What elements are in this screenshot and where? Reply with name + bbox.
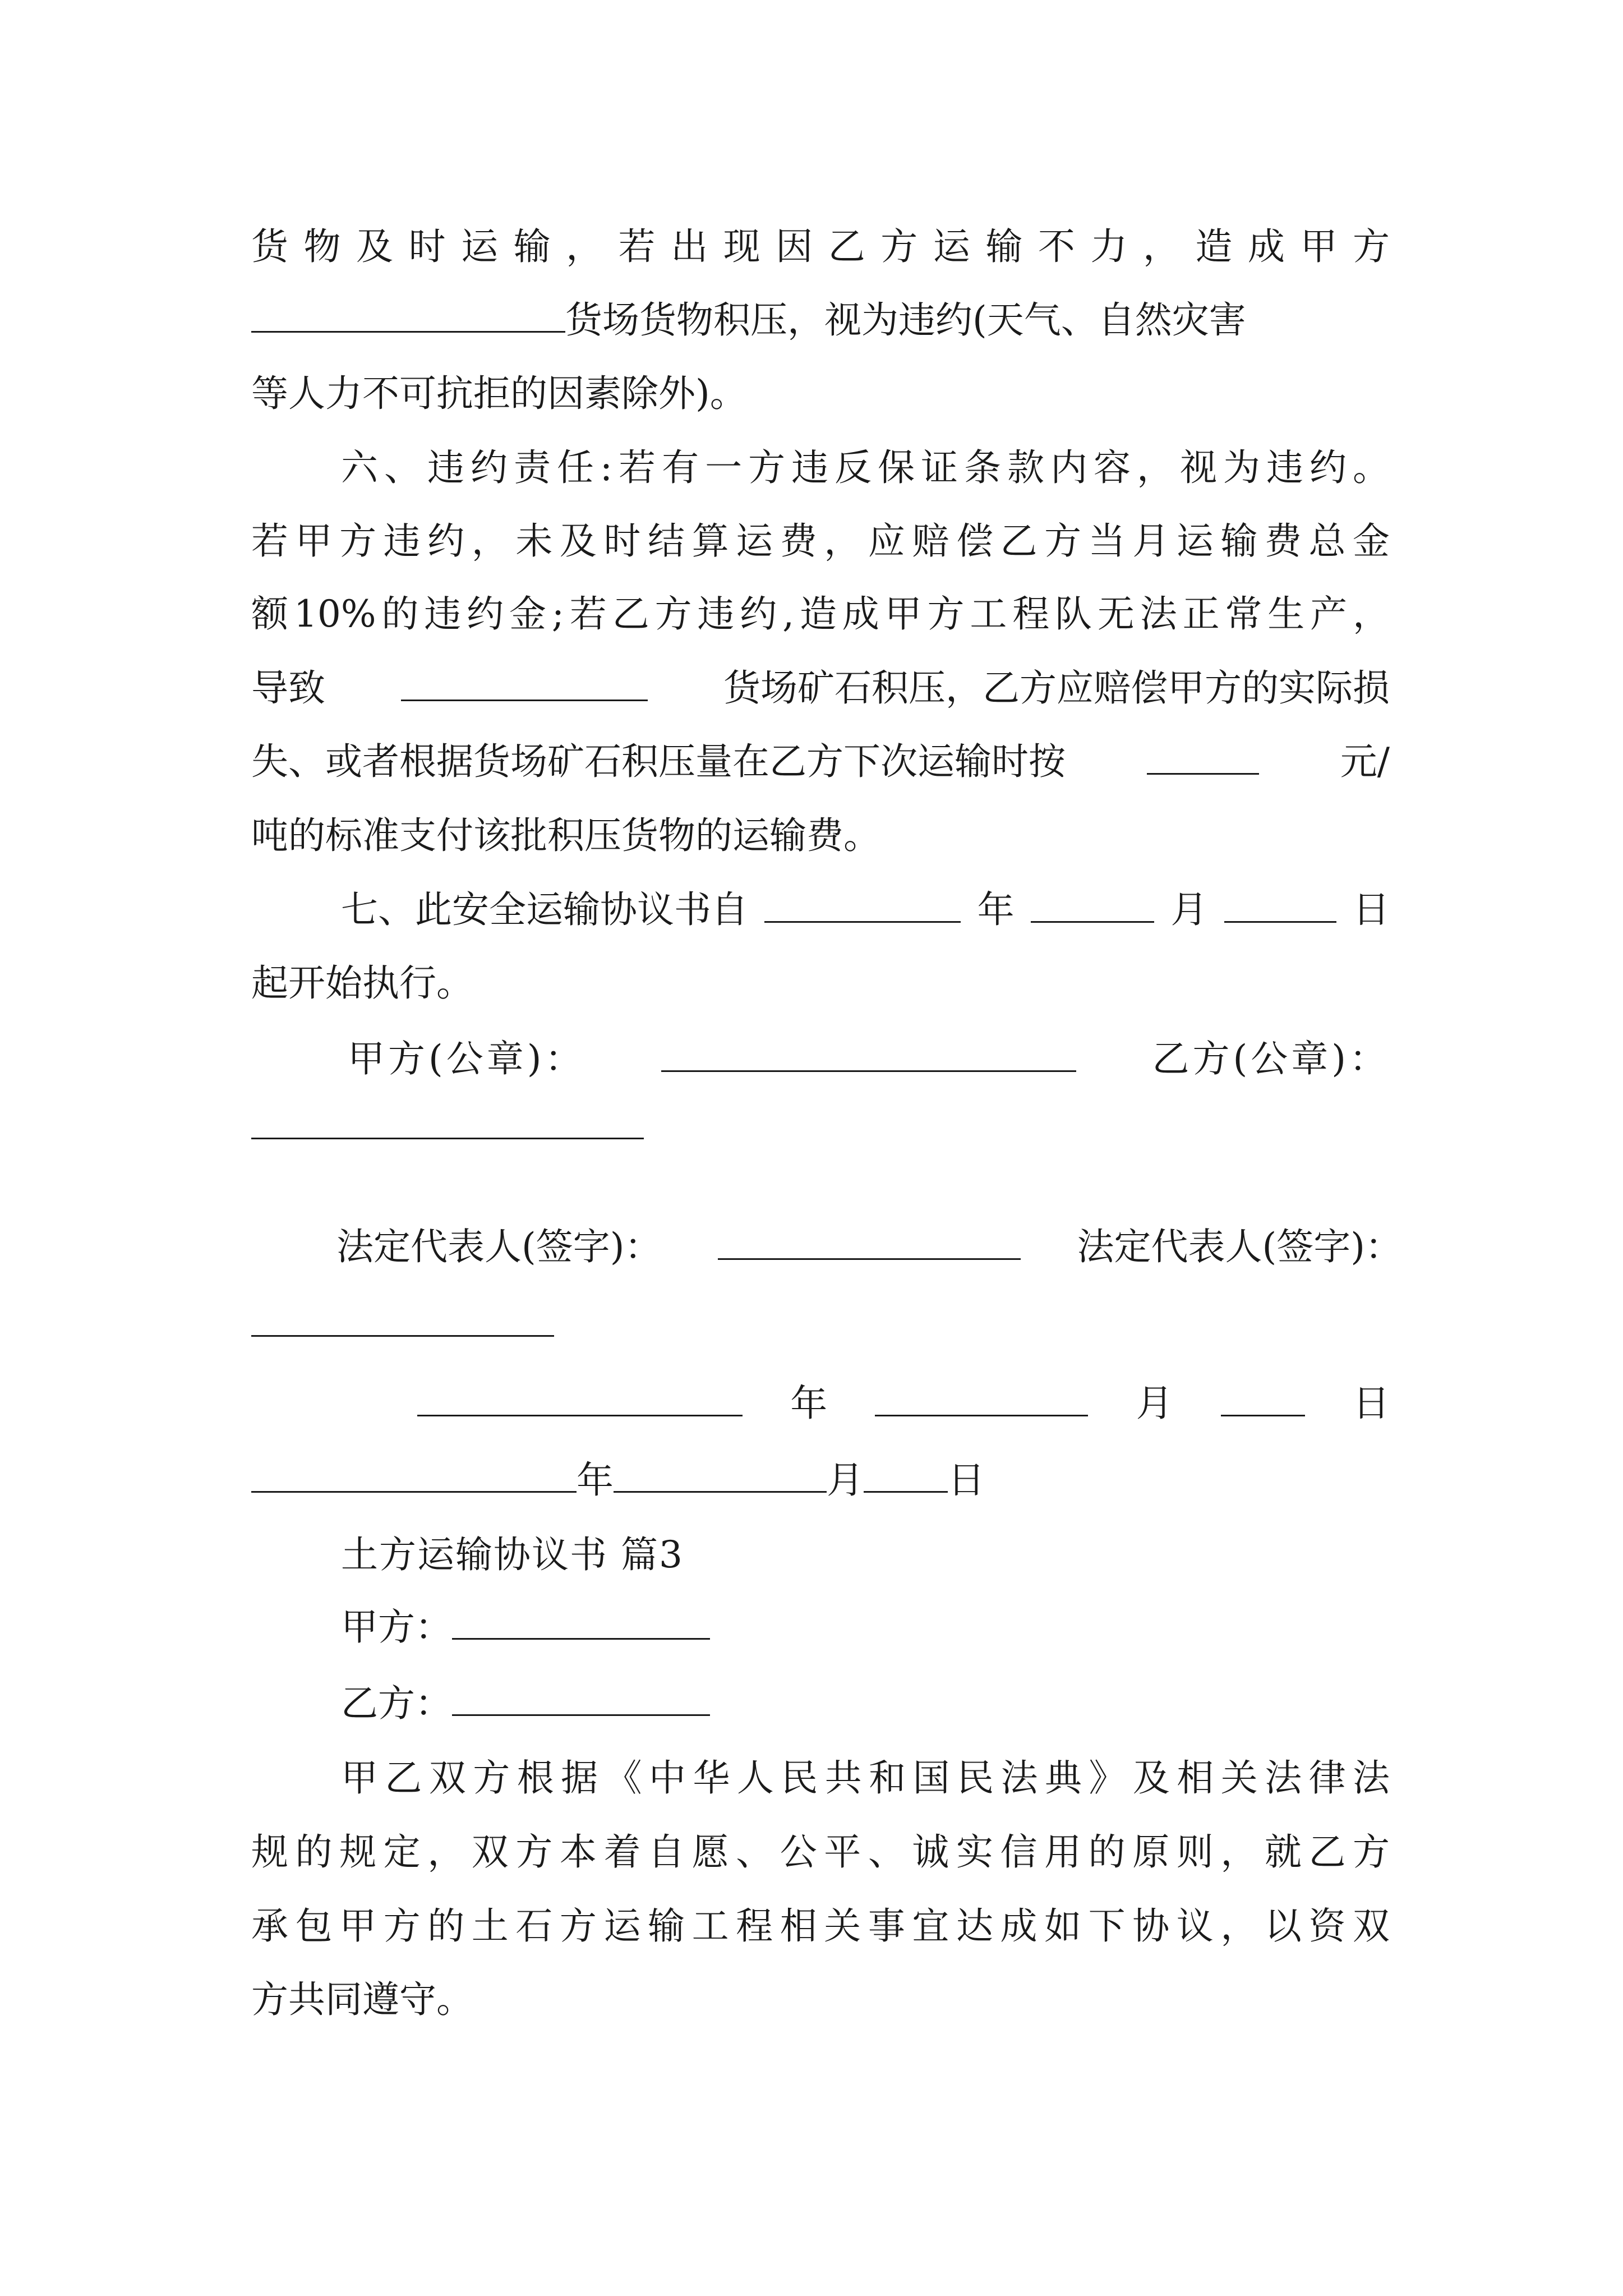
party-a-rep-label: 法定代表人(签字)： xyxy=(336,1225,662,1268)
text-segment: 日 xyxy=(1352,1382,1390,1425)
signature-line xyxy=(336,1219,1402,1275)
blank-field xyxy=(417,1375,743,1416)
text-line: 甲乙双方根据《中华人民共和国民法典》及相关法律法 xyxy=(341,1756,1390,1800)
party-a-rep-blank xyxy=(718,1219,1021,1260)
blank-field xyxy=(251,1452,577,1493)
text-line: 承包甲方的土石方运输工程相关事宜达成如下协议，以资双 xyxy=(251,1904,1390,1948)
party-b-seal-label: 乙方(公章)： xyxy=(1152,1037,1390,1080)
blank-field xyxy=(875,1375,1088,1416)
text-segment: 日 xyxy=(1352,888,1390,931)
text-line xyxy=(251,292,1390,348)
signature-line xyxy=(348,1031,1390,1087)
blank-field xyxy=(764,882,961,923)
blank-field xyxy=(401,660,648,701)
text-segment: 货场货物积压，视为违约(天气、自然灾害 xyxy=(565,298,1246,342)
text-segment: 年 xyxy=(577,1458,614,1502)
blank-field xyxy=(614,1452,827,1493)
party-line xyxy=(341,1675,1390,1732)
blank-field xyxy=(1031,882,1154,923)
date-line xyxy=(251,1452,1390,1508)
text-line: 六、违约责任:若有一方违反保证条款内容，视为违约。 xyxy=(341,446,1390,489)
text-segment: 月 xyxy=(1136,1382,1173,1425)
party-b-blank xyxy=(452,1675,710,1716)
text-segment: 年 xyxy=(977,888,1015,931)
text-line: 若甲方违约，未及时结算运费，应赔偿乙方当月运输费总金 xyxy=(251,519,1390,563)
text-segment: 导致 xyxy=(251,666,325,710)
party-a-label: 甲方： xyxy=(341,1605,452,1649)
blank-field xyxy=(251,292,565,333)
text-line: 起开始执行。 xyxy=(251,961,473,1005)
party-a-seal-blank xyxy=(661,1031,1076,1072)
text-line: 额10%的违约金;若乙方违约,造成甲方工程队无法正常生产， xyxy=(251,592,1390,636)
text-line xyxy=(251,734,1390,790)
text-segment: 月 xyxy=(827,1458,864,1502)
text-line: 吨的标准支付该批积压货物的运输费。 xyxy=(251,814,880,857)
section-title: 土方运输协议书 篇3 xyxy=(341,1533,684,1576)
party-line xyxy=(341,1599,1390,1655)
party-a-seal-label: 甲方(公章)： xyxy=(348,1037,585,1080)
text-line: 等人力不可抗拒的因素除外)。 xyxy=(251,372,747,415)
blank-field xyxy=(864,1452,948,1493)
text-line: 方共同遵守。 xyxy=(251,1978,473,2021)
party-b-seal-blank xyxy=(251,1138,644,1139)
text-line xyxy=(341,882,1390,938)
blank-field xyxy=(1224,882,1336,923)
date-line xyxy=(417,1375,1390,1432)
party-b-rep-blank xyxy=(251,1335,554,1337)
text-segment: 月 xyxy=(1170,888,1208,931)
text-line xyxy=(251,660,1390,716)
text-segment: 七、此安全运输协议书自 xyxy=(341,888,748,931)
party-a-blank xyxy=(452,1599,710,1640)
blank-field xyxy=(1147,734,1259,775)
text-segment: 失、或者根据货场矿石积压量在乙方下次运输时按 xyxy=(251,740,1066,783)
text-line: 规的规定，双方本着自愿、公平、诚实信用的原则，就乙方 xyxy=(251,1830,1390,1874)
text-segment: 元/ xyxy=(1340,740,1390,783)
blank-field xyxy=(1221,1375,1305,1416)
party-b-rep-label: 法定代表人(签字)： xyxy=(1077,1225,1402,1268)
party-b-label: 乙方： xyxy=(341,1682,452,1725)
text-segment: 年 xyxy=(790,1382,828,1425)
text-line: 货物及时运输，若出现因乙方运输不力，造成甲方 xyxy=(251,225,1390,268)
text-segment: 日 xyxy=(948,1458,985,1502)
text-segment: 货场矿石积压，乙方应赔偿甲方的实际损 xyxy=(723,666,1390,710)
